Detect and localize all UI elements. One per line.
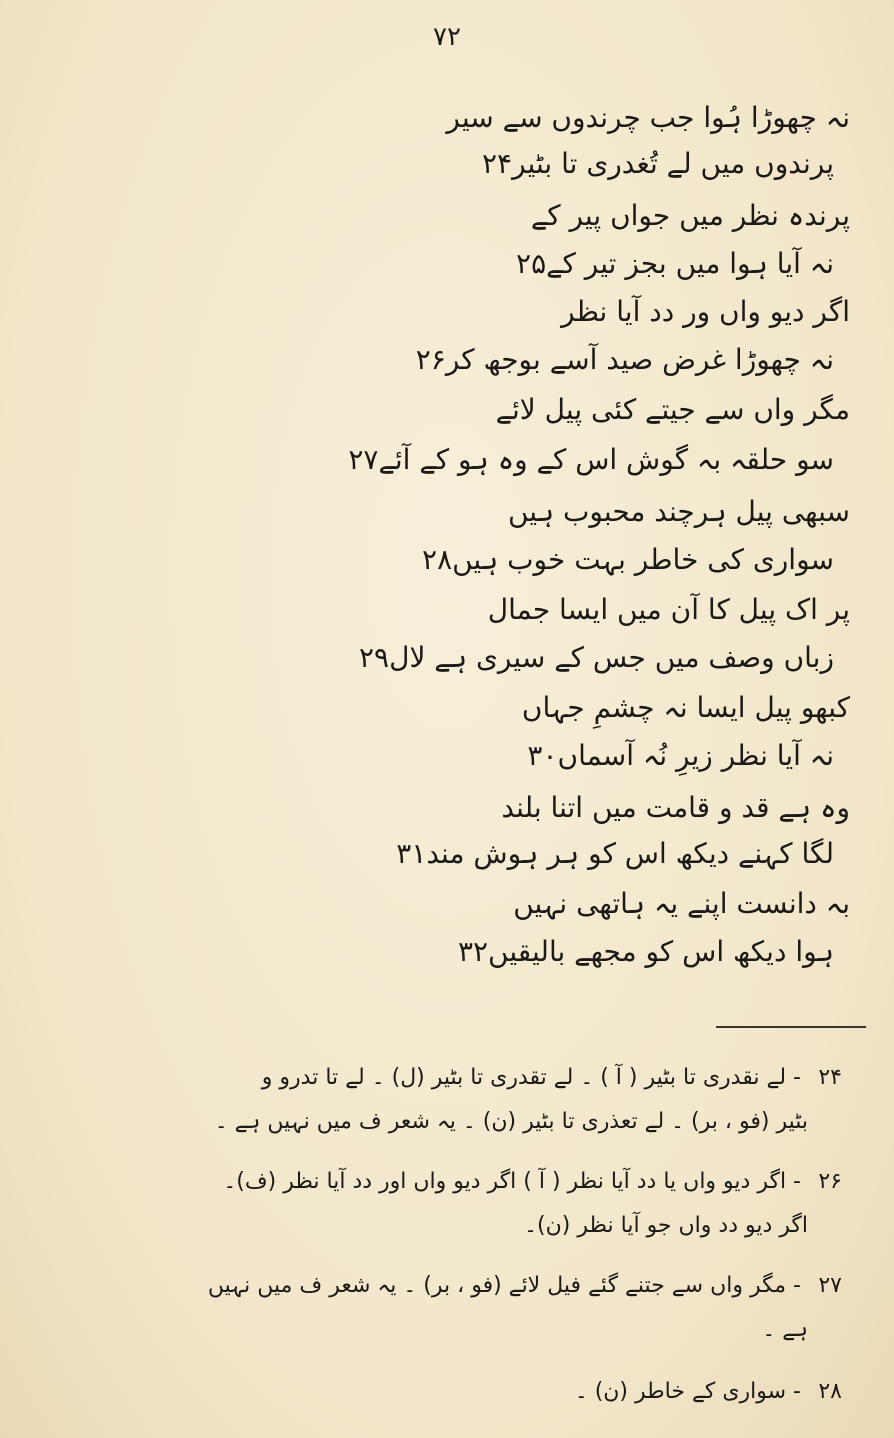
footnote-number: ۲۴ <box>818 1065 842 1090</box>
footnote-text: اگر دیو دد واں جو آیا نظر (ن)۔ <box>524 1213 808 1238</box>
footnote <box>42 1370 842 1414</box>
footnote <box>42 1264 842 1352</box>
verse-line: لگا کہنے دیکھ اس کو ہر ہوش مند۳۱ <box>396 837 834 870</box>
verse-line: زباں وصف میں جس کے سیری ہے لال۲۹ <box>359 641 834 674</box>
footnote-text: ہے ۔ <box>762 1317 808 1342</box>
verse-line: وہ ہے قد و قامت میں اتنا بلند <box>501 791 850 824</box>
verse-line: سبھی پیل ہرچند محبوب ہیں <box>507 495 850 528</box>
footnote-number: ۲۷ <box>818 1273 842 1298</box>
page-number: ۷۲ <box>433 22 461 52</box>
footnote-text: - مگر واں سے جتنے گئے فیل لائے (فو ، بر) ۔ یہ شعر ف میں نہیں <box>207 1273 801 1298</box>
verse-line: سو حلقہ بہ گوش اس کے وہ ہو کے آئے۲۷ <box>348 443 834 476</box>
footnote-number: ۲۶ <box>818 1169 842 1194</box>
footnote-text: - سواری کے خاطر (ن) ۔ <box>574 1379 801 1404</box>
verse-line: نہ چھوڑا غرض صید آسے بوجھ کر۲۶ <box>415 343 834 376</box>
footnote <box>42 1160 842 1248</box>
verse-line: سواری کی خاطر بہت خوب ہیں۲۸ <box>422 543 834 576</box>
verse-line: نہ آیا نظر زیرِ نُہ آسماں۳۰ <box>527 739 834 772</box>
footnote <box>42 1056 842 1144</box>
verse-line: نہ چھوڑا ہُوا جب چرندوں سے سیر <box>446 101 850 134</box>
verse-line: نہ آیا ہوا میں بجز تیر کے۲۵ <box>516 247 834 280</box>
verse-line: مگر واں سے جیتے کئی پیل لائے <box>495 393 850 426</box>
verse-line: پرندوں میں لے تُغدری تا بٹیر۲۴ <box>482 147 834 180</box>
verse-line: اگر دیو واں ور دد آیا نظر <box>561 295 850 328</box>
verse-line: کبھو پیل ایسا نہ چشمِ جہاں <box>521 691 850 724</box>
verse-line: پر اک پیل کا آن میں ایسا جمال <box>487 593 850 626</box>
verse-line: پرندہ نظر میں جواں پیر کے <box>530 199 850 232</box>
footnote-number: ۲۸ <box>818 1379 842 1404</box>
footnote-divider <box>716 1026 866 1028</box>
footnote-text: بٹیر (فو ، بر) ۔ لے تعذری تا بٹیر (ن) ۔ یہ شعر ف میں نہیں ہے ۔ <box>214 1109 808 1134</box>
footnote-text: - اگر دیو واں یا دد آیا نظر ( آ ) اگر دیو واں اور دد آیا نظر (ف)۔ <box>223 1169 801 1194</box>
footnote-text: - لے نقدری تا بٹیر ( آ ) ۔ لے تقدری تا بٹیر (ل) ۔ لے تا تدرو و <box>261 1065 801 1090</box>
verse-line: ہوا دیکھ اس کو مجھے بالیقیں۳۲ <box>457 935 834 968</box>
verse-line: بہ دانست اپنے یہ ہاتھی نہیں <box>513 887 850 920</box>
